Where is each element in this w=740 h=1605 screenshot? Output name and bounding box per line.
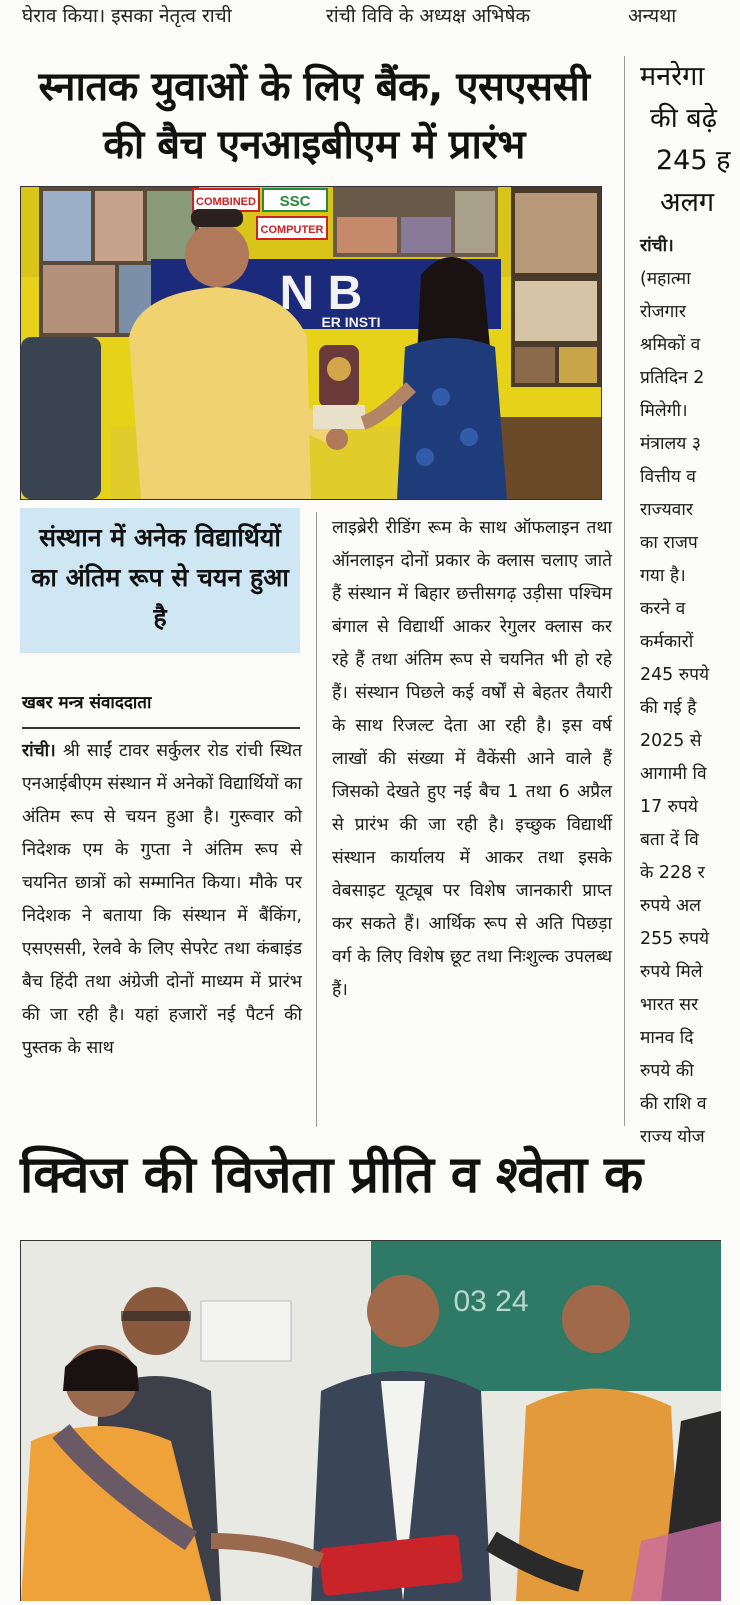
headline-line-1: स्नातक युवाओं के लिए बैंक, एसएससी [38, 64, 590, 110]
side-line: 2025 से [640, 731, 702, 751]
side-line: मानव दि [640, 1028, 694, 1048]
side-line: मिलेगी। [640, 401, 688, 421]
side-line: रोजगार [640, 302, 686, 322]
sign-ssc: SSC [279, 193, 311, 210]
highlight-text: संस्थान में अनेक विद्यार्थियों का अंतिम रूप से चयन हुआ है [31, 523, 289, 632]
institute-photo [20, 186, 602, 500]
sign-brand: N B [279, 267, 363, 320]
sign-computer: COMPUTER [260, 224, 324, 236]
side-line: प्रतिदिन 2 [640, 368, 705, 388]
side-line: की गई है [640, 698, 697, 718]
article-column-1 [22, 735, 302, 1065]
side-line: के 228 र [640, 863, 705, 883]
side-line: रुपये मिले [640, 962, 703, 982]
highlight-box [20, 508, 300, 653]
side-line: करने व [640, 599, 686, 619]
column-2-text: लाइब्रेरी रीडिंग रूम के साथ ऑफलाइन तथा ऑनलाइन दोनों प्रकार के क्लास चलाए जाते हैं संस्थान में बिहार छत्तीसगढ़ उड़ीसा पश्चिम बंगाल से विद्यार्थी आकर रेगुलर क्लास कर रहे हैं तथा अंतिम रूप से चयनित भी हो रहे हैं। संस्थान पिछले कई वर्षों से बेहतर तैयारी के साथ रिजल्ट देता आ रही है। इस वर्ष लाखों की संख्या में वैकेंसी आने वाले हैं जिसको देखते हुए नई बैच 1 तथा 6 अप्रैल से प्रारंभ की जा रही है। इच्छुक विद्यार्थी संस्थान कार्यालय में आकर तथा इसके वेबसाइट यूट्यूब पर विशेष जानकारी प्राप्त कर सकते हैं। आर्थिक रूप से अति पिछड़ा वर्ग के लिए विशेष छूट तथा निःशुल्क उपलब्ध हैं। [332, 518, 612, 1000]
side-line: राज्यवार [640, 500, 693, 520]
side-headline-line: 245 ह [656, 145, 731, 176]
quiz-winners-photo [20, 1240, 721, 1601]
side-headline-line: अलग [660, 187, 715, 218]
top-strip-left: घेराव किया। इसका नेतृत्व राची [22, 5, 232, 27]
dateline: रांची। [22, 741, 56, 761]
side-line: (महात्मा [640, 269, 691, 289]
top-strip-right: अन्यथा [628, 5, 677, 27]
side-line: राज्य योज [640, 1127, 705, 1147]
column-divider-right [624, 56, 625, 1126]
side-headline-line: मनरेगा [640, 61, 705, 92]
side-line: 255 रुपये [640, 929, 710, 949]
byline: खबर मन्त्र संवाददाता [22, 693, 152, 713]
side-headline-line: की बढ़े [650, 103, 717, 134]
side-line: रांची। [640, 236, 674, 256]
quiz-headline: क्विज की विजेता प्रीति व श्वेता क [20, 1146, 643, 1205]
side-line: गया है। [640, 566, 686, 586]
top-strip [0, 0, 720, 34]
institute-photo-illustration [21, 187, 601, 499]
article-column-2 [332, 512, 612, 1007]
side-line: रुपये अल [640, 896, 701, 916]
top-strip-middle: रांची विवि के अध्यक्ष अभिषेक [326, 5, 531, 27]
side-article-column [640, 230, 740, 1154]
side-line: वित्तीय व [640, 467, 696, 487]
byline-rule [22, 727, 300, 729]
side-line: मंत्रालय ३ [640, 434, 701, 454]
side-line: रुपये की [640, 1061, 694, 1081]
side-line: बता दें वि [640, 830, 699, 850]
headline-line-2: की बैच एनआइबीएम में प्रारंभ [103, 122, 525, 168]
side-article-headline [640, 56, 740, 224]
side-line: की राशि व [640, 1094, 707, 1114]
side-line: भारत सर [640, 995, 699, 1015]
column-1-text: श्री साईं टावर सर्कुलर रोड रांची स्थित एनआईबीएम संस्थान में अनेकों विद्यार्थियों का अंतिम रूप से चयन हुआ है। गुरूवार को निदेशक एम के गुप्ता ने अंतिम रूप से चयनित छात्रों को सम्मानित किया। मौके पर निदेशक ने बताया कि संस्थान में बैंकिंग, एसएससी, रेलवे के लिए सेपरेट तथा कंबाइंड बैच हिंदी तथा अंग्रेजी दोनों माध्यम में प्रारंभ की जा रही है। यहां हजारों नई पैटर्न की पुस्तक के साथ [22, 741, 303, 1058]
column-divider [316, 512, 317, 1127]
side-line: कर्मकारों [640, 632, 694, 652]
article-headline [14, 58, 614, 174]
sign-combined: COMBINED [196, 196, 256, 208]
side-line: आगामी वि [640, 764, 707, 784]
board-date: 03 24 [453, 1285, 529, 1318]
side-line: 17 रुपये [640, 797, 699, 817]
side-line: श्रमिकों व [640, 335, 701, 355]
side-line: 245 रुपये [640, 665, 710, 685]
sign-inst: ER INSTI [321, 314, 381, 330]
side-line: का राजप [640, 533, 698, 553]
quiz-photo-illustration [21, 1241, 721, 1601]
